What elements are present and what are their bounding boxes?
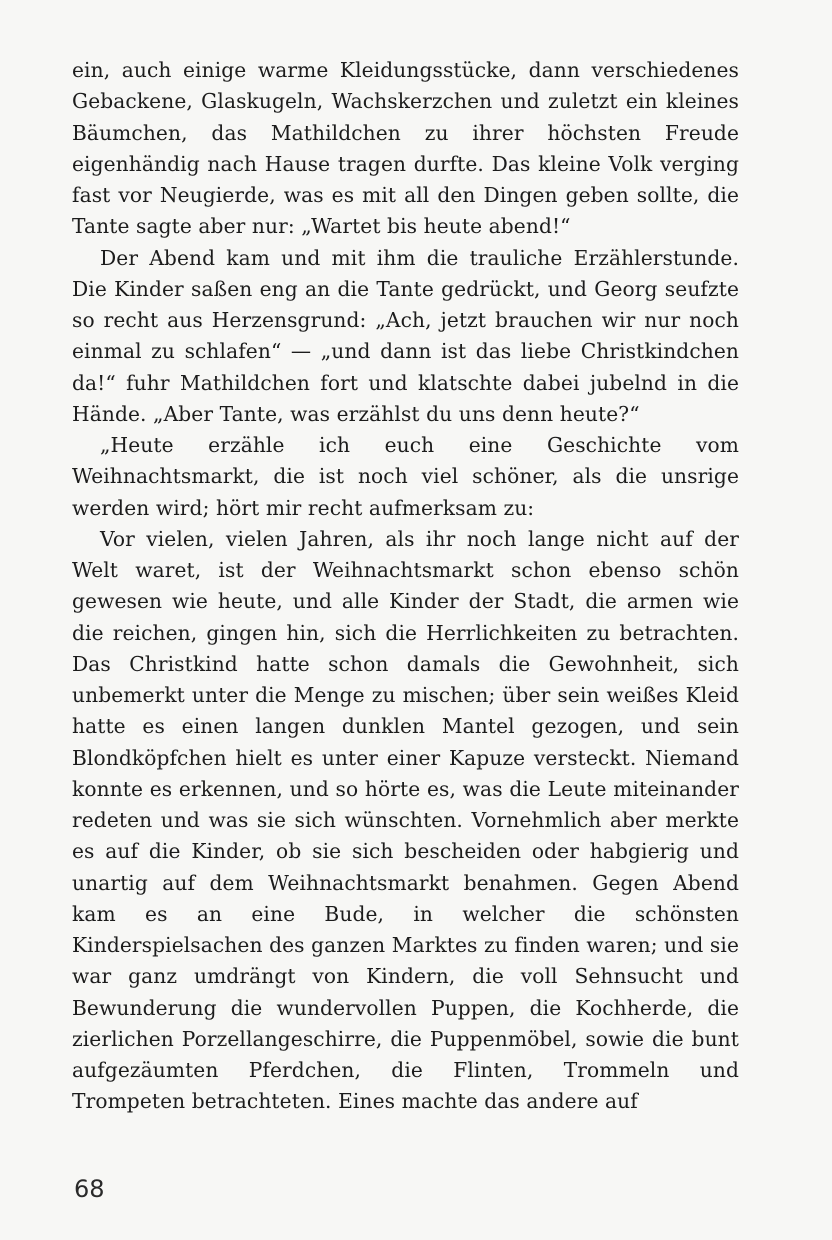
body-text bbox=[72, 55, 739, 1118]
paragraph-1: ein, auch einige warme Kleidungsstücke, dann verschiedenes Gebackene, Glaskugeln, Wachskerzchen und zuletzt ein kleines Bäumchen, das Mathildchen zu ihrer höchsten Freude eigenhändig nach Hause tragen durfte. Das kleine Volk verging fast vor Neugierde, was es mit all den Dingen geben sollte, die Tante sagte aber nur: „Wartet bis heute abend!“ bbox=[72, 58, 739, 239]
paragraph-2: Der Abend kam und mit ihm die trauliche Erzählerstunde. Die Kinder saßen eng an die Tante gedrückt, und Georg seufzte so recht aus Herzensgrund: „Ach, jetzt brauchen wir nur noch einmal zu schlafen“ — „und dann ist das liebe Christkindchen da!“ fuhr Mathildchen fort und klatschte dabei jubelnd in die Hände. „Aber Tante, was erzählst du uns denn heute?“ bbox=[72, 245, 739, 426]
paragraph-4: Vor vielen, vielen Jahren, als ihr noch lange nicht auf der Welt waret, ist der Weihnachtsmarkt schon ebenso schön gewesen wie heute, und alle Kinder der Stadt, die armen wie die reichen, gingen hin, sich die Herrlichkeiten zu betrachten. Das Christkind hatte schon damals die Gewohnheit, sich unbemerkt unter die Menge zu mischen; über sein weißes Kleid hatte es einen langen dunklen Mantel gezogen, und sein Blondköpfchen hielt es unter einer Kapuze versteckt. Niemand konnte es erkennen, und so hörte es, was die Leute miteinander redeten und was sie sich wünschten. Vornehmlich aber merkte es auf die Kinder, ob sie sich bescheiden oder habgierig und unartig auf dem Weihnachtsmarkt benahmen. Gegen Abend kam es an eine Bude, in welcher die schönsten Kinderspielsachen des ganzen Marktes zu finden waren; und sie war ganz umdrängt von Kindern, die voll Sehnsucht und Bewunderung die wundervollen Puppen, die Kochherde, die zierlichen Porzellangeschirre, die Puppenmöbel, sowie die bunt aufgezäumten Pferdchen, die Flinten, Trommeln und Trompeten betrachteten. Eines machte das andere auf bbox=[72, 526, 739, 1114]
paragraph-3: „Heute erzähle ich euch eine Geschichte vom Weihnachtsmarkt, die ist noch viel schöner, als die unsrige werden wird; hört mir recht aufmerksam zu: bbox=[72, 433, 739, 520]
page-number: 68 bbox=[74, 1175, 105, 1203]
